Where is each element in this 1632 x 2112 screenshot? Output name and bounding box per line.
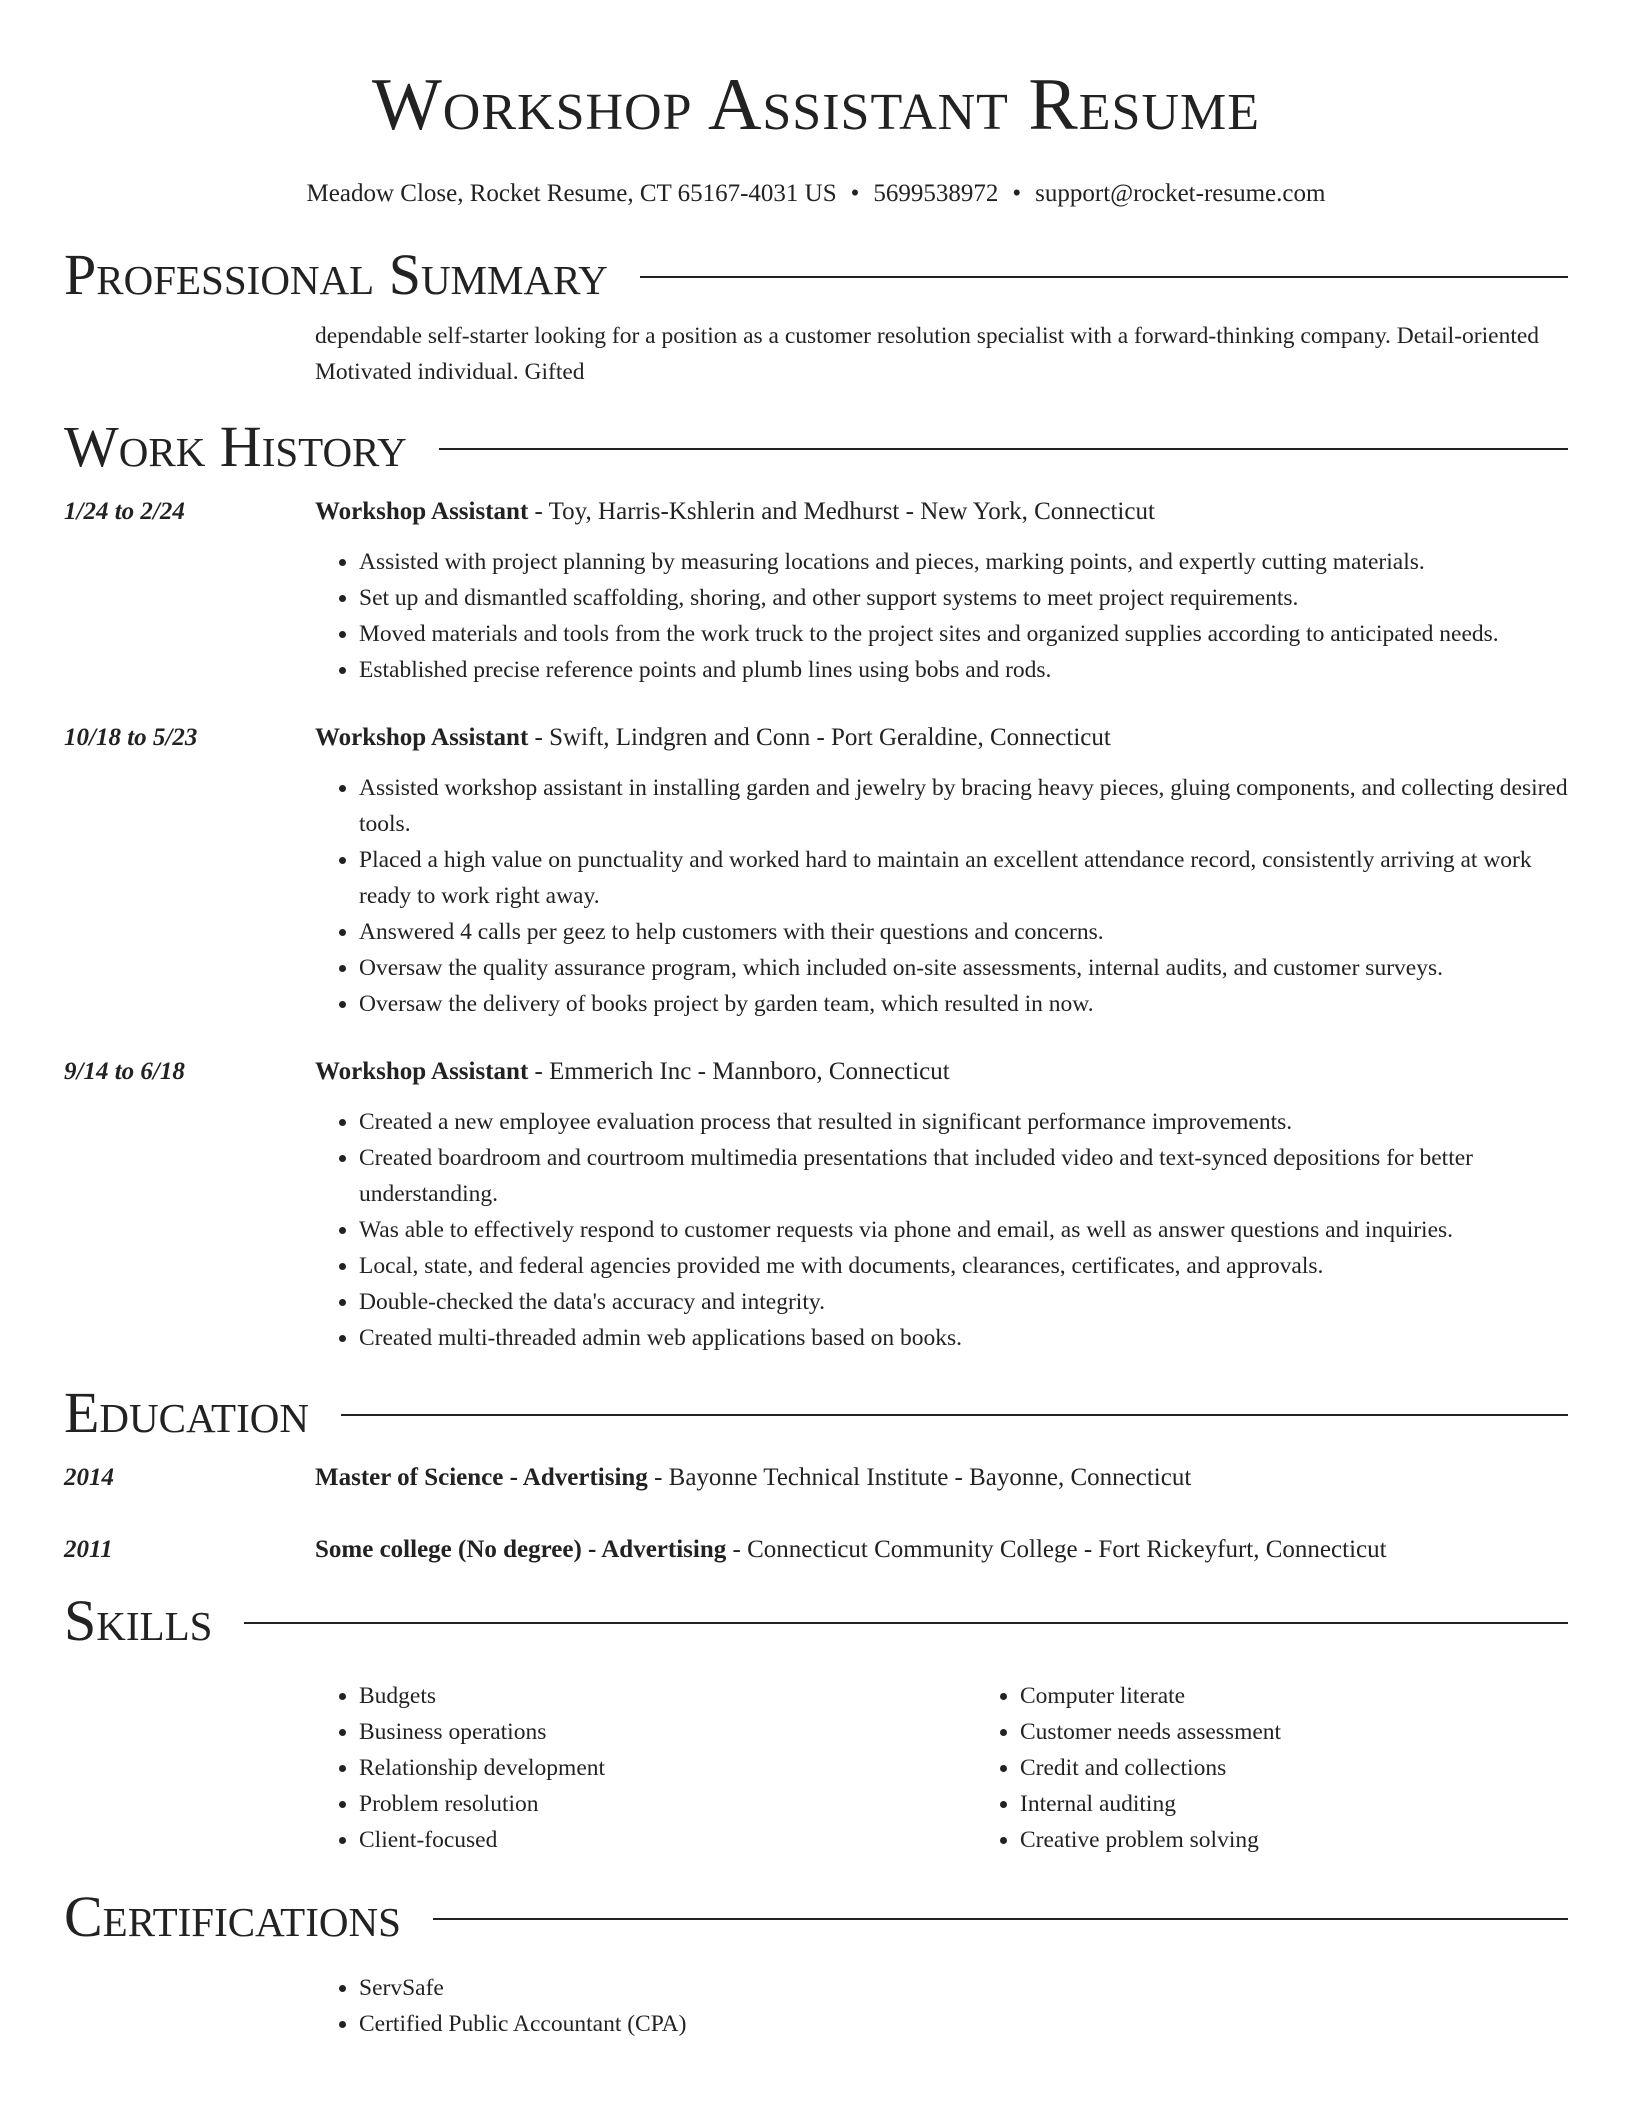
education-header (315, 1460, 1568, 1496)
section-header-summary (64, 240, 1568, 310)
summary-row (64, 318, 1568, 390)
job-bullets (315, 544, 1568, 688)
contact-separator: • (850, 180, 860, 207)
summary-text: dependable self-starter looking for a position as a customer resolution specialist with a forward-thinking company. Detail-oriented Motivated individual. Gifted (315, 323, 1540, 385)
certifications-list (315, 1970, 1568, 2042)
list-item: • Problem resolution (359, 1786, 976, 1822)
skills-column-left (315, 1678, 976, 1858)
list-item: • Internal auditing (1020, 1786, 1632, 1822)
section-divider (341, 1414, 1568, 1416)
job-title: Workshop Assistant (315, 1058, 529, 1085)
job-dates: 10/18 to 5/23 (64, 724, 198, 751)
contact-line (64, 178, 1568, 210)
section-header-certifications (64, 1882, 1568, 1952)
section-divider (640, 276, 1568, 278)
section-header-skills (64, 1586, 1568, 1656)
job-details: - Toy, Harris-Kshlerin and Medhurst - New York, Connecticut (528, 498, 1155, 525)
job-header (315, 494, 1568, 530)
job-header (315, 1054, 1568, 1090)
list-item: • Assisted with project planning by measuring locations and pieces, marking points, and expertly cutting materials. (359, 544, 1568, 580)
contact-email[interactable]: support@rocket-resume.com (1035, 180, 1326, 207)
list-item: • Assisted workshop assistant in installing garden and jewelry by bracing heavy pieces, gluing components, and collecting desired tools. (359, 770, 1568, 842)
education-header (315, 1532, 1568, 1568)
list-item: • Creative problem solving (1020, 1822, 1632, 1858)
list-item: • Placed a high value on punctuality and worked hard to maintain an excellent attendance record, consistently arriving at work ready to work right away. (359, 842, 1568, 914)
contact-phone: 5699538972 (873, 180, 999, 207)
section-header-education (64, 1378, 1568, 1448)
list-item: • Business operations (359, 1714, 976, 1750)
education-details: - Connecticut Community College - Fort Rickeyfurt, Connecticut (726, 1536, 1387, 1563)
job-dates: 1/24 to 2/24 (64, 498, 185, 525)
education-year: 2014 (64, 1464, 114, 1491)
section-divider (439, 448, 1568, 450)
list-item: • Created multi-threaded admin web applications based on books. (359, 1320, 1568, 1356)
list-item: • Moved materials and tools from the work truck to the project sites and organized supplies according to anticipated needs. (359, 616, 1568, 652)
list-item: • Local, state, and federal agencies provided me with documents, clearances, certificates, and approvals. (359, 1248, 1568, 1284)
education-entry (64, 1460, 1568, 1496)
job-entry (64, 494, 1568, 688)
contact-separator: • (1012, 180, 1022, 207)
education-details: - Bayonne Technical Institute - Bayonne, Connecticut (647, 1464, 1192, 1491)
skills-column-right (976, 1678, 1632, 1858)
list-item: • Was able to effectively respond to customer requests via phone and email, as well as answer questions and inquiries. (359, 1212, 1568, 1248)
section-title-education: Education (64, 1380, 309, 1445)
job-header (315, 720, 1568, 756)
job-entry (64, 1054, 1568, 1356)
education-degree: Master of Science - Advertising (315, 1464, 648, 1491)
section-header-work (64, 412, 1568, 482)
resume-page (64, 0, 1568, 2042)
section-divider (244, 1622, 1568, 1624)
section-divider (433, 1918, 1568, 1920)
list-item: • Oversaw the delivery of books project by garden team, which resulted in now. (359, 986, 1568, 1022)
job-bullets (315, 770, 1568, 1022)
list-item: • Oversaw the quality assurance program, which included on-site assessments, internal audits, and customer surveys. (359, 950, 1568, 986)
education-degree: Some college (No degree) - Advertising (315, 1536, 727, 1563)
list-item: • Customer needs assessment (1020, 1714, 1632, 1750)
certifications-row (64, 1970, 1568, 2042)
list-item: • ServSafe (359, 1970, 1568, 2006)
job-dates: 9/14 to 6/18 (64, 1058, 185, 1085)
job-bullets (315, 1104, 1568, 1356)
section-title-work: Work History (64, 414, 407, 479)
job-title: Workshop Assistant (315, 498, 529, 525)
skills-list (315, 1678, 1632, 1858)
list-item: • Answered 4 calls per geez to help customers with their questions and concerns. (359, 914, 1568, 950)
list-item: • Client-focused (359, 1822, 976, 1858)
resume-title: Workshop Assistant Resume (371, 64, 1261, 146)
job-title: Workshop Assistant (315, 724, 529, 751)
list-item: • Set up and dismantled scaffolding, shoring, and other support systems to meet project requirements. (359, 580, 1568, 616)
section-title-certifications: Certifications (64, 1884, 401, 1949)
list-item: • Computer literate (1020, 1678, 1632, 1714)
section-title-skills: Skills (64, 1588, 213, 1653)
list-item: • Created boardroom and courtroom multimedia presentations that included video and text-synced depositions for better understanding. (359, 1140, 1568, 1212)
education-entry (64, 1532, 1568, 1568)
section-title-summary: Professional Summary (64, 242, 608, 307)
list-item: • Created a new employee evaluation process that resulted in significant performance improvements. (359, 1104, 1568, 1140)
education-year: 2011 (64, 1536, 113, 1563)
job-details: - Emmerich Inc - Mannboro, Connecticut (528, 1058, 950, 1085)
list-item: • Budgets (359, 1678, 976, 1714)
job-entry (64, 720, 1568, 1022)
list-item: • Credit and collections (1020, 1750, 1632, 1786)
list-item: • Relationship development (359, 1750, 976, 1786)
list-item: • Double-checked the data's accuracy and integrity. (359, 1284, 1568, 1320)
contact-address: Meadow Close, Rocket Resume, CT 65167-4031 US (306, 180, 837, 207)
skills-row (64, 1678, 1568, 1858)
list-item: • Established precise reference points and plumb lines using bobs and rods. (359, 652, 1568, 688)
job-details: - Swift, Lindgren and Conn - Port Geraldine, Connecticut (528, 724, 1111, 751)
list-item: • Certified Public Accountant (CPA) (359, 2006, 1568, 2042)
